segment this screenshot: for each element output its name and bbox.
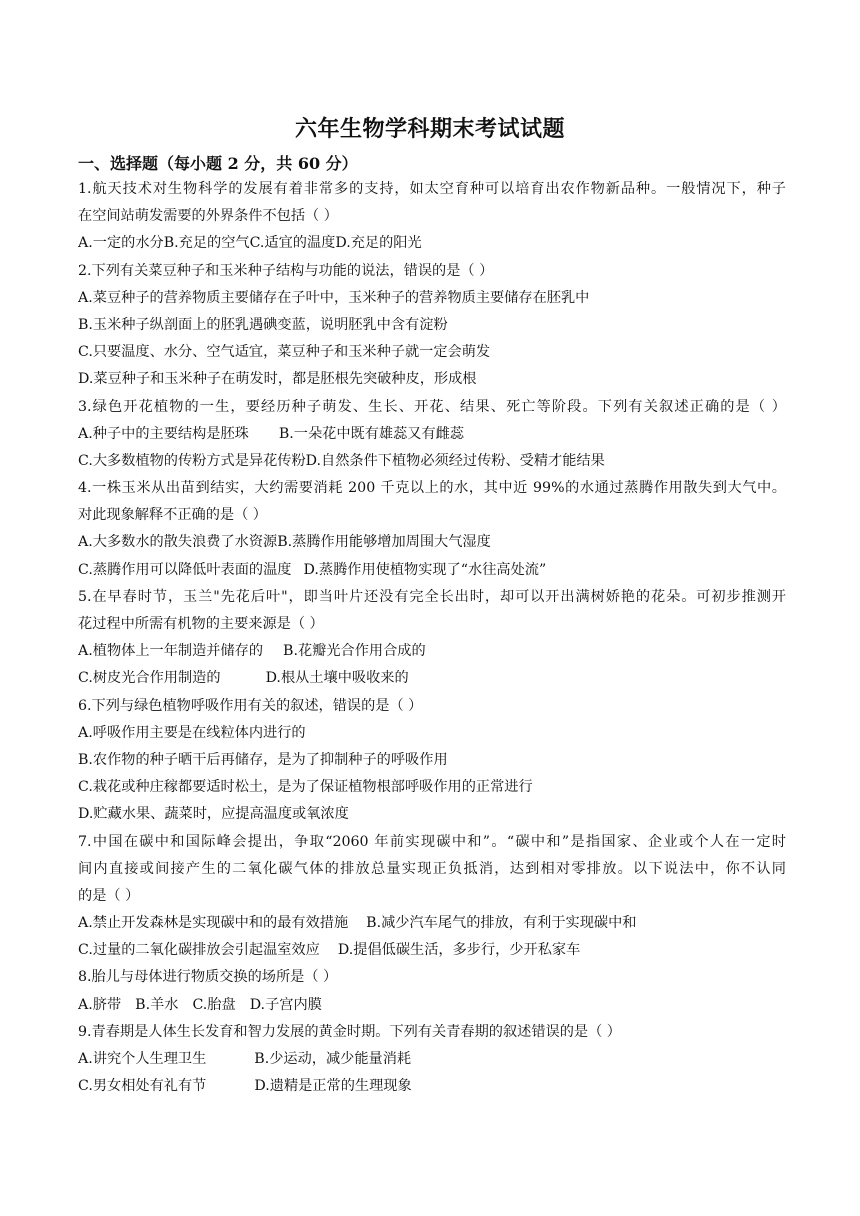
answer-option: A.讲究个人生理卫生	[78, 1051, 207, 1067]
text-line	[78, 312, 786, 339]
text-line	[78, 584, 786, 611]
question-list	[78, 176, 786, 1100]
answer-option: A.禁止开发森林是实现碳中和的最有效措施	[78, 915, 349, 932]
line-text: B.玉米种子纵剖面上的胚乳遇碘变蓝，说明胚乳中含有淀粉	[78, 316, 448, 333]
text-line	[78, 665, 786, 692]
line-text: 在空间站萌发需要的外界条件不包括（ ）	[78, 208, 338, 225]
answer-option: B.减少汽车尾气的排放，有利于实现碳中和	[366, 915, 637, 932]
line-text: C.栽花或种庄稼都要适时松土，是为了保证植物根部呼吸作用的正常进行	[78, 779, 533, 796]
line-text: A.菜豆种子的营养物质主要储存在子叶中，玉米种子的营养物质主要储存在胚乳中	[78, 289, 590, 306]
line-text: 1.航天技术对生物科学的发展有着非常多的支持，如太空育种可以培育出农作物新品种。一般情况下，种子	[78, 181, 786, 197]
text-line	[78, 774, 786, 801]
line-text: 3.绿色开花植物的一生，要经历种子萌发、生长、开花、结果、死亡等阶段。下列有关叙述正确的是（ ）	[78, 398, 786, 415]
answer-option: D.遗精是正常的生理现象	[254, 1078, 412, 1095]
answer-option: A.植物体上一年制造并储存的	[78, 643, 264, 660]
line-text: 6.下列与绿色植物呼吸作用有关的叙述，错误的是（ ）	[78, 697, 423, 714]
text-line	[78, 475, 786, 502]
line-text: D.菜豆种子和玉米种子在萌发时，都是胚根先突破种皮，形成根	[78, 371, 477, 388]
section-heading: 一、选择题（每小题 2 分，共 60 分）	[78, 154, 358, 173]
answer-option: A.种子中的主要结构是胚珠	[78, 425, 249, 442]
line-text: 花过程中所需有机物的主要来源是（ ）	[78, 616, 324, 632]
line-text: 间内直接或间接产生的二氧化碳气体的排放总量实现正负抵消，达到相对零排放。以下说法中，你不认同	[78, 860, 786, 877]
line-text: 的是（ ）	[78, 887, 140, 904]
answer-option: B.花瓣光合作用合成的	[283, 643, 426, 660]
line-text: A.大多数水的散失浪费了水资源B.蒸腾作用能够增加周围大气湿度	[78, 534, 491, 551]
text-line	[78, 339, 786, 366]
text-line	[78, 285, 786, 312]
text-line	[78, 747, 786, 774]
text-line	[78, 1073, 786, 1100]
text-line	[78, 964, 786, 991]
text-line	[78, 258, 786, 285]
text-line	[78, 502, 786, 529]
line-text: 5.在早春时节，玉兰"先花后叶"，即当叶片还没有完全长出时，却可以开出满树娇艳的花朵。可初步推测开	[78, 588, 786, 605]
text-line	[78, 856, 786, 883]
text-line	[78, 529, 786, 556]
text-line	[78, 910, 786, 937]
text-line	[78, 883, 786, 910]
line-text: C.大多数植物的传粉方式是异花传粉D.自然条件下植物必须经过传粉、受精才能结果	[78, 452, 605, 469]
line-text: 8.胎儿与母体进行物质交换的场所是（ ）	[78, 969, 338, 986]
text-line	[78, 448, 786, 475]
answer-option: D.提倡低碳生活，多步行，少开私家车	[337, 942, 581, 959]
line-text: 4.一株玉米从出苗到结实，大约需要消耗 200 千克以上的水，其中近 99%的水通过蒸腾作用散失到大气中。	[78, 480, 786, 497]
line-text: 对此现象解释不正确的是（ ）	[78, 507, 267, 524]
line-text: B.农作物的种子晒干后再储存，是为了抑制种子的呼吸作用	[78, 751, 448, 768]
text-line	[78, 203, 786, 230]
answer-option: A.脐带	[78, 996, 122, 1013]
answer-option: C.胎盘	[192, 996, 236, 1013]
line-text: C.只要温度、水分、空气适宜，菜豆种子和玉米种子就一定会萌发	[78, 344, 491, 361]
text-line	[78, 638, 786, 665]
text-line	[78, 801, 786, 828]
text-line	[78, 611, 786, 638]
text-line	[78, 1046, 786, 1073]
answer-option: B.一朵花中既有雄蕊又有雌蕊	[278, 425, 465, 442]
text-line	[78, 829, 786, 856]
text-line	[78, 230, 786, 257]
answer-option: B.羊水	[135, 996, 179, 1013]
answer-option: D.子宫内膜	[249, 996, 322, 1013]
text-line	[78, 992, 786, 1019]
text-line	[78, 366, 786, 393]
answer-option: C.树皮光合作用制造的	[78, 670, 221, 687]
text-line	[78, 421, 786, 448]
line-text: 9.青春期是人体生长发育和智力发展的黄金时期。下列有关青春期的叙述错误的是（ ）	[78, 1023, 621, 1040]
line-text: D.贮藏水果、蔬菜时，应提高温度或氧浓度	[78, 806, 349, 823]
text-line	[78, 1019, 786, 1046]
line-text: 7.中国在碳中和国际峰会提出，争取“2060 年前实现碳中和”。“碳中和”是指国家、企业或个人在一定时	[78, 833, 786, 850]
text-line	[78, 176, 786, 203]
text-line	[78, 557, 786, 584]
line-text: A.呼吸作用主要是在线粒体内进行的	[78, 724, 306, 741]
answer-option: B.少运动，减少能量消耗	[254, 1051, 412, 1067]
text-line	[78, 937, 786, 964]
text-line	[78, 720, 786, 747]
text-line	[78, 693, 786, 720]
text-line	[78, 394, 786, 421]
line-text: 2.下列有关菜豆种子和玉米种子结构与功能的说法，错误的是（ ）	[78, 262, 494, 279]
answer-option: D.蒸腾作用使植物实现了“水往高处流”	[303, 561, 547, 578]
answer-option: C.男女相处有礼有节	[78, 1078, 207, 1095]
line-text: A.一定的水分B.充足的空气C.适宜的温度D.充足的阳光	[78, 235, 422, 252]
answer-option: D.根从土壤中吸收来的	[265, 670, 409, 687]
exam-title: 六年生物学科期末考试试题	[294, 116, 565, 142]
answer-option: C.过量的二氧化碳排放会引起温室效应	[78, 942, 320, 959]
answer-option: C.蒸腾作用可以降低叶表面的温度	[78, 561, 292, 578]
